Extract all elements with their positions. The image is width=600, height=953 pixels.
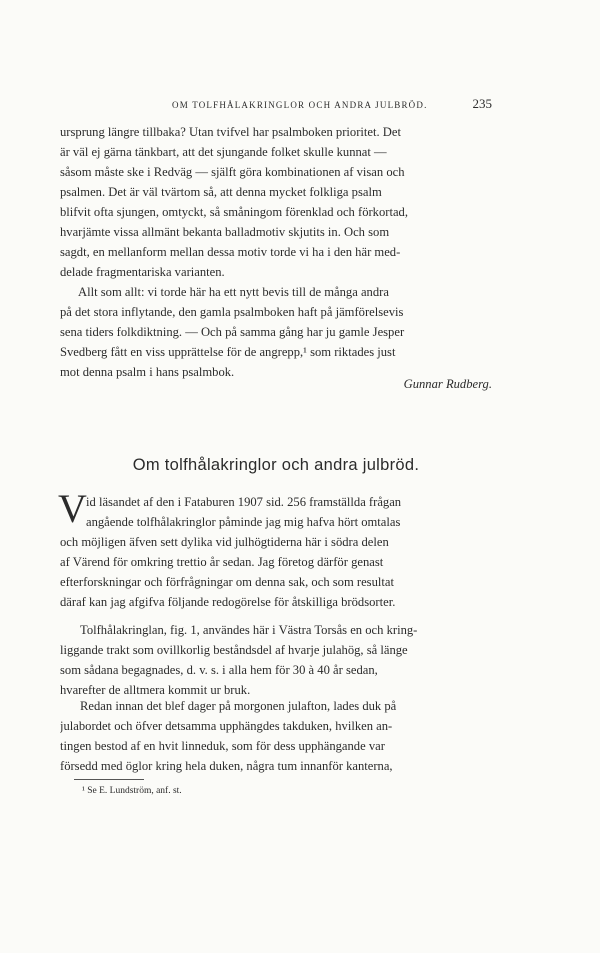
footnote-rule	[74, 779, 144, 780]
text-line: på det stora inflytande, den gamla psalmboken haft på jämförelsevis	[60, 305, 404, 319]
page-number: 235	[472, 96, 492, 111]
text-line: af Värend för omkring trettio år sedan. Jag företog därför genast	[60, 555, 384, 569]
text-line: är väl ej gärna tänkbart, att det sjungande folket skulle kunnat —	[60, 145, 387, 159]
running-header	[60, 96, 492, 112]
text-line: mot denna psalm i hans psalmbok.	[60, 365, 235, 379]
text-line: som sådana begagnades, d. v. s. i alla hem för 30 à 40 år sedan,	[60, 663, 378, 677]
text-line: delade fragmentariska varianten.	[60, 265, 225, 279]
drop-cap: V	[58, 486, 87, 531]
text-line: däraf kan jag afgifva följande redogörelse för åtskilliga brödsorter.	[60, 595, 396, 609]
text-line: hvarefter de alltmera kommit ur bruk.	[60, 683, 251, 697]
text-line: Svedberg fått en viss upprättelse för de angrepp,¹ som riktades just	[60, 345, 396, 359]
text-line: julabordet och öfver detsamma upphängdes takduken, hvilken an-	[60, 719, 393, 733]
text-line: och möjligen äfven sett dylika vid julhögtiderna här i södra delen	[60, 535, 389, 549]
text-line: blifvit ofta sjungen, omtyckt, så småningom förenklad och förkortad,	[60, 205, 409, 219]
text-line: Tolfhålakringlan, fig. 1, användes här i Västra Torsås en och kring-	[80, 623, 418, 637]
author-signature: Gunnar Rudberg.	[403, 377, 492, 391]
text-line: psalmen. Det är väl tvärtom så, att denna mycket folkliga psalm	[60, 185, 382, 199]
text-line: tingen bestod af en hvit linneduk, som för dess upphängande var	[60, 739, 385, 753]
text-line: sagdt, en mellanform mellan dessa motiv torde vi ha i den här med-	[60, 245, 401, 259]
running-title: OM TOLFHÅLAKRINGLOR OCH ANDRA JULBRÖD.	[172, 100, 428, 110]
text-line: efterforskningar och förfrågningar om denna sak, och som resultat	[60, 575, 394, 589]
text-line: sena tiders folkdiktning. — Och på samma gång har ju gamle Jesper	[60, 325, 405, 339]
text-line: hvarjämte vissa allmänt bekanta balladmotiv skjutits in. Och som	[60, 225, 390, 239]
text-line: angående tolfhålakringlor påminde jag mig hafva hört omtalas	[86, 515, 401, 529]
text-line: försedd med öglor kring hela duken, några tum innanför kanterna,	[60, 759, 393, 773]
article-title: Om tolfhålakringlor och andra julbröd.	[132, 456, 420, 474]
text-line: Allt som allt: vi torde här ha ett nytt bevis till de många andra	[78, 285, 389, 299]
text-line: liggande trakt som ovillkorlig beståndsdel af hvarje julahög, så länge	[60, 643, 408, 657]
text-line: id läsandet af den i Fataburen 1907 sid. 256 framställda frågan	[86, 495, 402, 509]
footnote: ¹ Se E. Lundström, anf. st.	[82, 786, 182, 796]
text-line: ursprung längre tillbaka? Utan tvifvel har psalmboken prioritet. Det	[60, 125, 401, 139]
text-line: Redan innan det blef dager på morgonen julafton, lades duk på	[80, 699, 397, 713]
text-line: såsom måste ske i Redväg — själft göra kombinationen af visan och	[60, 165, 405, 179]
